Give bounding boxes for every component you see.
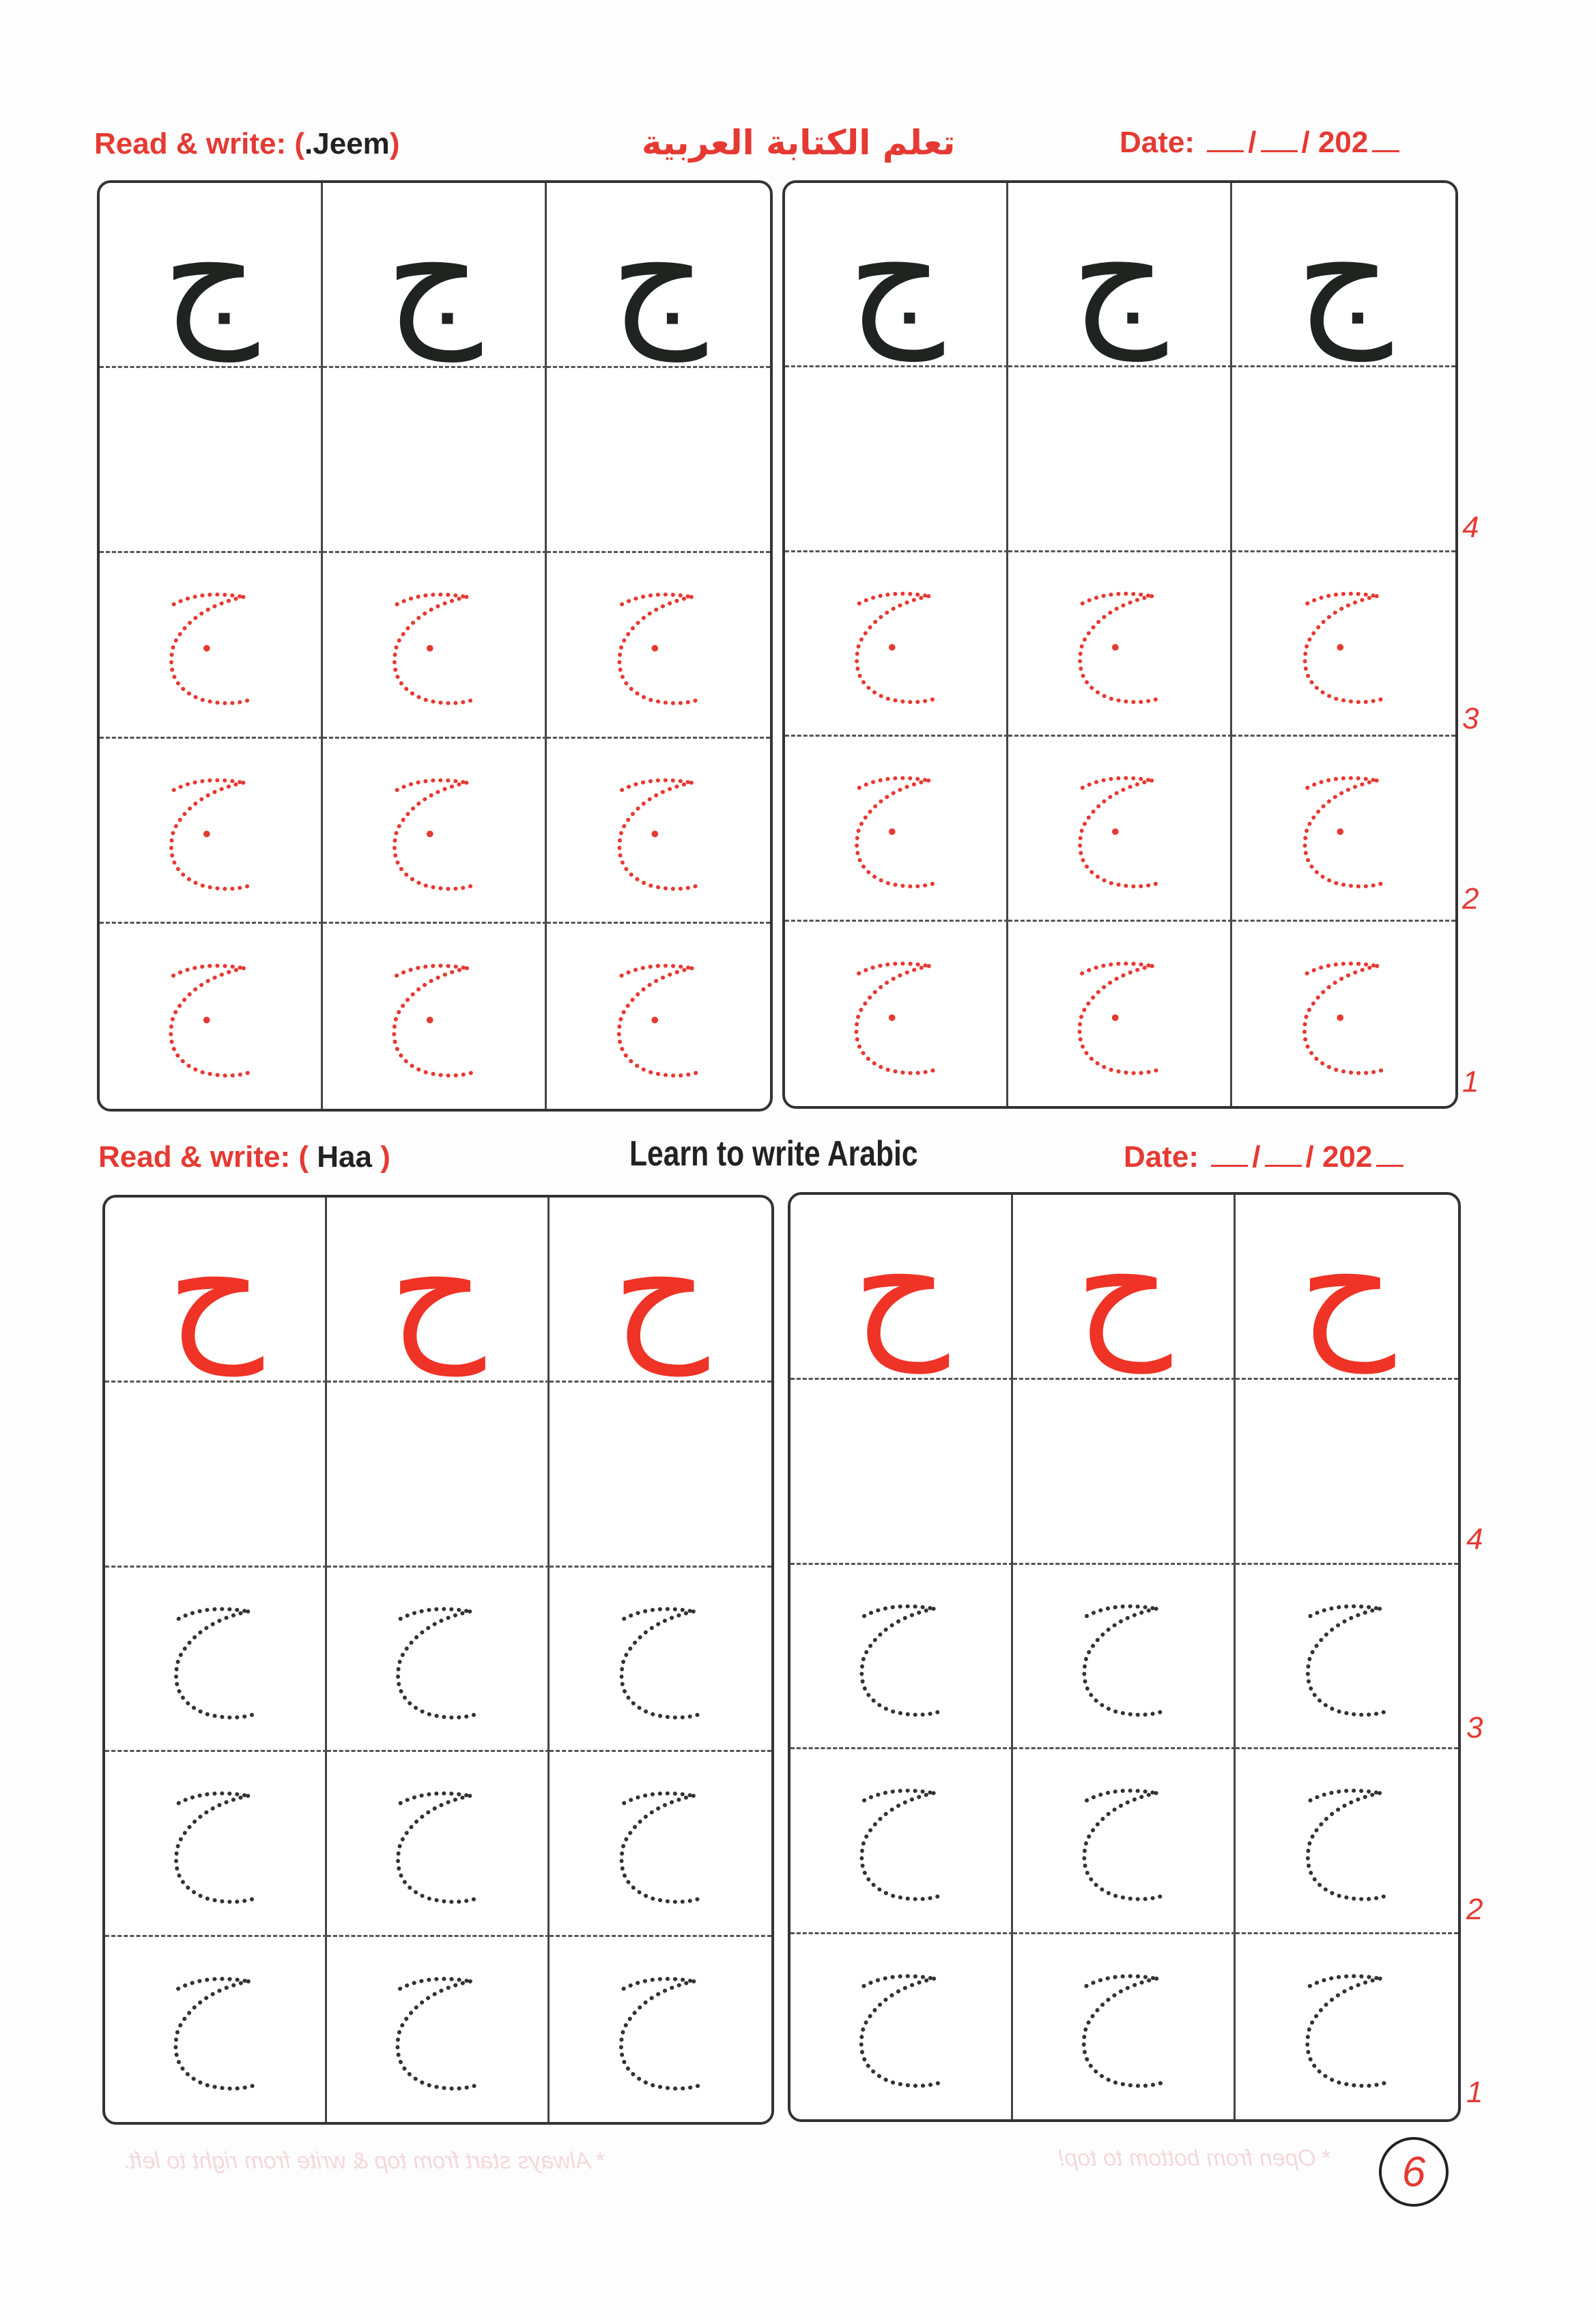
date-label: Date: — [1120, 126, 1195, 159]
tracing-cell[interactable] — [327, 1568, 549, 1753]
tracing-cell[interactable] — [1013, 1934, 1236, 2119]
date-blank-day[interactable] — [1207, 135, 1244, 152]
row-number-3: 3 — [1462, 702, 1479, 735]
tracing-cell[interactable] — [790, 1749, 1013, 1934]
tracing-cell[interactable] — [1232, 552, 1455, 737]
dotted-trace-letter — [1008, 737, 1229, 919]
letter-name-haa: Haa — [317, 1140, 372, 1174]
trace-stroke — [1305, 593, 1384, 702]
dotted-trace-letter — [1013, 1565, 1234, 1748]
practice-panel-haa-left — [102, 1195, 774, 2125]
tracing-cell[interactable] — [550, 1752, 771, 1937]
tracing-cell[interactable] — [547, 553, 770, 738]
trace-stroke — [1084, 1977, 1164, 2086]
trace-dot — [1112, 828, 1119, 835]
tracing-cell[interactable] — [547, 739, 770, 924]
model-letter-text: ح — [1298, 1198, 1395, 1373]
trace-stroke — [861, 1791, 941, 1899]
trace-dot — [651, 830, 658, 837]
tracing-cell[interactable] — [327, 1937, 549, 2122]
trace-stroke — [621, 1794, 700, 1902]
model-letter-glyph — [1232, 183, 1455, 365]
trace-dot — [427, 1017, 433, 1023]
trace-stroke — [171, 595, 251, 703]
model-letter-glyph — [547, 183, 770, 366]
blank-writing-cell[interactable] — [323, 368, 546, 553]
model-letter-text: ح — [852, 1198, 950, 1373]
blank-writing-cell[interactable] — [1232, 367, 1455, 552]
trace-stroke — [1307, 1977, 1387, 2086]
trace-stroke — [1080, 593, 1159, 702]
trace-dot — [889, 644, 896, 651]
row-number-4: 4 — [1466, 1523, 1483, 1556]
trace-stroke — [176, 1609, 255, 1717]
trace-stroke — [1080, 963, 1160, 1073]
model-letter-glyph — [550, 1198, 771, 1381]
model-letter-glyph — [100, 183, 321, 366]
dotted-trace-letter — [327, 1568, 547, 1751]
dotted-trace-letter — [550, 1752, 771, 1935]
tracing-cell[interactable] — [1008, 552, 1231, 737]
trace-stroke — [175, 1979, 255, 2089]
footer-instruction-ghost-2: * Open from bottom to top! — [1058, 2145, 1332, 2171]
dotted-trace-letter — [105, 1568, 325, 1751]
tracing-cell[interactable] — [790, 1934, 1013, 2119]
close-paren: ) — [380, 1140, 390, 1174]
tracing-cell[interactable] — [105, 1752, 327, 1937]
trace-stroke — [619, 780, 698, 888]
blank-writing-cell[interactable] — [100, 368, 323, 553]
row-number-1: 1 — [1466, 2076, 1483, 2109]
model-letter-glyph — [790, 1195, 1011, 1378]
model-letter-text: ج — [1295, 186, 1393, 361]
tracing-cell[interactable] — [105, 1568, 327, 1753]
tracing-cell[interactable] — [550, 1568, 771, 1753]
model-letter-glyph — [327, 1198, 547, 1381]
model-letter-glyph — [1008, 183, 1229, 365]
date-blank-day[interactable] — [1211, 1150, 1248, 1167]
trace-stroke — [395, 595, 474, 703]
dotted-trace-letter — [323, 739, 544, 922]
dotted-trace-letter — [1232, 922, 1455, 1106]
model-letter-glyph — [1236, 1195, 1458, 1378]
blank-writing-cell[interactable] — [327, 1383, 549, 1568]
trace-dot — [203, 830, 210, 837]
trace-stroke — [1084, 1791, 1163, 1899]
date-blank-year[interactable] — [1372, 135, 1399, 152]
model-letter-text: ج — [385, 186, 483, 362]
row-number-4: 4 — [1462, 511, 1479, 544]
date-year: / 202 — [1301, 126, 1369, 159]
model-letter-glyph — [1013, 1195, 1234, 1378]
trace-dot — [1337, 644, 1343, 651]
dotted-trace-letter — [1008, 552, 1229, 735]
model-letter-text: ج — [162, 186, 259, 362]
practice-grid — [790, 1195, 1458, 2119]
dotted-trace-letter — [327, 1937, 547, 2122]
blank-writing-cell[interactable] — [1236, 1380, 1458, 1565]
row-number-2: 2 — [1462, 882, 1479, 916]
date-blank-year[interactable] — [1376, 1150, 1403, 1167]
dotted-trace-letter — [790, 1934, 1011, 2119]
dotted-trace-letter — [1013, 1749, 1234, 1932]
date-field-1[interactable]: Date: / / 202 — [1120, 126, 1403, 160]
tracing-cell[interactable] — [550, 1937, 771, 2122]
date-blank-month[interactable] — [1261, 135, 1298, 152]
model-letter-glyph — [785, 183, 1006, 365]
dotted-trace-letter — [785, 922, 1006, 1106]
model-letter-text: ح — [612, 1200, 709, 1376]
model-letter-text: ح — [167, 1200, 264, 1376]
dotted-trace-letter — [100, 924, 321, 1109]
trace-stroke — [619, 595, 698, 703]
practice-grid — [785, 183, 1455, 1106]
blank-writing-cell[interactable] — [790, 1380, 1013, 1565]
trace-stroke — [171, 780, 251, 888]
tracing-cell[interactable] — [100, 739, 323, 924]
dotted-trace-letter — [100, 739, 321, 922]
dotted-trace-letter — [323, 924, 544, 1109]
model-letter-cell — [1236, 1195, 1458, 1380]
model-letter-text: ج — [610, 186, 707, 362]
tracing-cell[interactable] — [1008, 922, 1231, 1106]
trace-dot — [651, 1017, 658, 1023]
trace-stroke — [1308, 1606, 1387, 1714]
date-field-2[interactable]: Date: / / 202 — [1124, 1140, 1408, 1174]
blank-writing-cell[interactable] — [785, 367, 1008, 552]
dotted-trace-letter — [547, 924, 770, 1109]
tracing-cell[interactable] — [1236, 1565, 1458, 1750]
model-letter-text: ح — [388, 1200, 486, 1376]
trace-dot — [203, 1017, 210, 1023]
model-letter-glyph — [323, 183, 544, 366]
model-letter-text: ج — [1070, 186, 1168, 361]
model-letter-cell — [1008, 183, 1231, 367]
trace-dot — [889, 828, 896, 835]
blank-writing-cell[interactable] — [547, 368, 770, 553]
date-label: Date: — [1124, 1140, 1199, 1174]
trace-stroke — [398, 1609, 477, 1717]
trace-stroke — [171, 965, 251, 1075]
blank-writing-cell[interactable] — [550, 1383, 771, 1568]
dotted-trace-letter — [550, 1937, 771, 2122]
trace-dot — [427, 645, 433, 652]
model-letter-cell — [100, 183, 323, 368]
date-year: / 202 — [1305, 1140, 1373, 1174]
trace-stroke — [1308, 1791, 1387, 1899]
read-write-prefix: Read & write: ( — [98, 1140, 309, 1174]
trace-dot — [1112, 644, 1119, 651]
tracing-cell[interactable] — [1008, 737, 1231, 921]
tracing-cell[interactable] — [1232, 737, 1455, 921]
trace-dot — [1112, 1014, 1119, 1021]
model-letter-cell — [327, 1198, 549, 1383]
trace-dot — [427, 830, 433, 837]
trace-stroke — [857, 778, 936, 887]
dotted-trace-letter — [785, 552, 1006, 735]
dotted-trace-letter — [1236, 1565, 1458, 1748]
tracing-cell[interactable] — [327, 1752, 549, 1937]
tracing-cell[interactable] — [1236, 1934, 1458, 2119]
row-number-1: 1 — [1462, 1065, 1479, 1099]
date-blank-month[interactable] — [1265, 1150, 1302, 1167]
read-write-prefix: Read & write: ( — [94, 127, 305, 160]
model-letter-text: ج — [847, 186, 944, 361]
row-number-3: 3 — [1466, 1711, 1483, 1744]
trace-dot — [203, 645, 210, 652]
model-letter-cell — [323, 183, 546, 368]
blank-writing-cell[interactable] — [1008, 367, 1231, 552]
blank-writing-cell[interactable] — [105, 1383, 327, 1568]
dotted-trace-letter — [1232, 737, 1455, 919]
trace-stroke — [1305, 778, 1384, 887]
trace-stroke — [176, 1794, 255, 1902]
dotted-trace-letter — [1236, 1934, 1458, 2119]
dotted-trace-letter — [323, 553, 544, 736]
model-letter-cell — [790, 1195, 1013, 1380]
dotted-trace-letter — [547, 739, 770, 922]
dotted-trace-letter — [1232, 552, 1455, 735]
dotted-trace-letter — [100, 553, 321, 736]
page-title-english: Learn to write Arabic — [629, 1134, 918, 1174]
model-letter-cell — [1013, 1195, 1236, 1380]
dotted-trace-letter — [790, 1749, 1011, 1932]
practice-panel-jeem-right — [782, 180, 1458, 1109]
model-letter-text: ح — [1074, 1198, 1172, 1373]
trace-stroke — [621, 1609, 700, 1717]
tracing-cell[interactable] — [547, 924, 770, 1109]
page-title-arabic: تعلم الكتابة العربية — [642, 123, 956, 162]
close-paren: ) — [389, 127, 400, 160]
dotted-trace-letter — [327, 1752, 547, 1935]
tracing-cell[interactable] — [105, 1937, 327, 2122]
tracing-cell[interactable] — [785, 922, 1008, 1106]
practice-panel-jeem-left — [97, 180, 773, 1112]
trace-stroke — [1084, 1606, 1163, 1714]
model-letter-cell — [550, 1198, 771, 1383]
trace-stroke — [857, 593, 936, 702]
letter-name-jeem: .Jeem — [304, 127, 390, 160]
read-write-label-jeem — [94, 127, 399, 161]
tracing-cell[interactable] — [323, 739, 546, 924]
tracing-cell[interactable] — [790, 1565, 1013, 1750]
dotted-trace-letter — [1008, 922, 1229, 1106]
tracing-cell[interactable] — [785, 737, 1008, 921]
trace-stroke — [1080, 778, 1159, 887]
tracing-cell[interactable] — [323, 553, 546, 738]
dotted-trace-letter — [785, 737, 1006, 919]
trace-dot — [889, 1014, 896, 1021]
blank-writing-cell[interactable] — [1013, 1380, 1236, 1565]
model-letter-glyph — [105, 1198, 325, 1381]
tracing-cell[interactable] — [1232, 922, 1455, 1106]
trace-stroke — [621, 1979, 701, 2089]
trace-dot — [1337, 1014, 1343, 1021]
tracing-cell[interactable] — [100, 924, 323, 1109]
model-letter-cell — [105, 1198, 327, 1383]
practice-grid — [100, 183, 770, 1109]
trace-dot — [1337, 828, 1343, 835]
trace-stroke — [398, 1794, 477, 1902]
page-number: 6 — [1379, 2137, 1449, 2207]
trace-stroke — [1305, 963, 1384, 1073]
tracing-cell[interactable] — [1236, 1749, 1458, 1934]
dotted-trace-letter — [105, 1752, 325, 1935]
dotted-trace-letter — [550, 1568, 771, 1751]
practice-grid — [105, 1198, 771, 2122]
tracing-cell[interactable] — [1013, 1749, 1236, 1934]
practice-panel-haa-right — [788, 1192, 1461, 2122]
trace-stroke — [395, 965, 475, 1075]
dotted-trace-letter — [1013, 1934, 1234, 2119]
dotted-trace-letter — [547, 553, 770, 736]
tracing-cell[interactable] — [785, 552, 1008, 737]
trace-stroke — [618, 965, 699, 1075]
trace-stroke — [398, 1979, 478, 2089]
tracing-cell[interactable] — [1013, 1565, 1236, 1750]
trace-stroke — [861, 1977, 941, 2086]
dotted-trace-letter — [105, 1937, 325, 2122]
trace-stroke — [856, 963, 936, 1073]
model-letter-cell — [785, 183, 1008, 367]
tracing-cell[interactable] — [323, 924, 546, 1109]
tracing-cell[interactable] — [100, 553, 323, 738]
dotted-trace-letter — [790, 1565, 1011, 1748]
trace-stroke — [861, 1606, 941, 1714]
footer-instruction-ghost: * Always start from top & write from right to left. — [123, 2148, 606, 2174]
dotted-trace-letter — [1236, 1749, 1458, 1932]
row-number-2: 2 — [1466, 1893, 1483, 1926]
model-letter-cell — [1232, 183, 1455, 367]
model-letter-cell — [547, 183, 770, 368]
trace-stroke — [395, 780, 474, 888]
read-write-label-haa — [98, 1140, 390, 1174]
trace-dot — [651, 645, 658, 652]
